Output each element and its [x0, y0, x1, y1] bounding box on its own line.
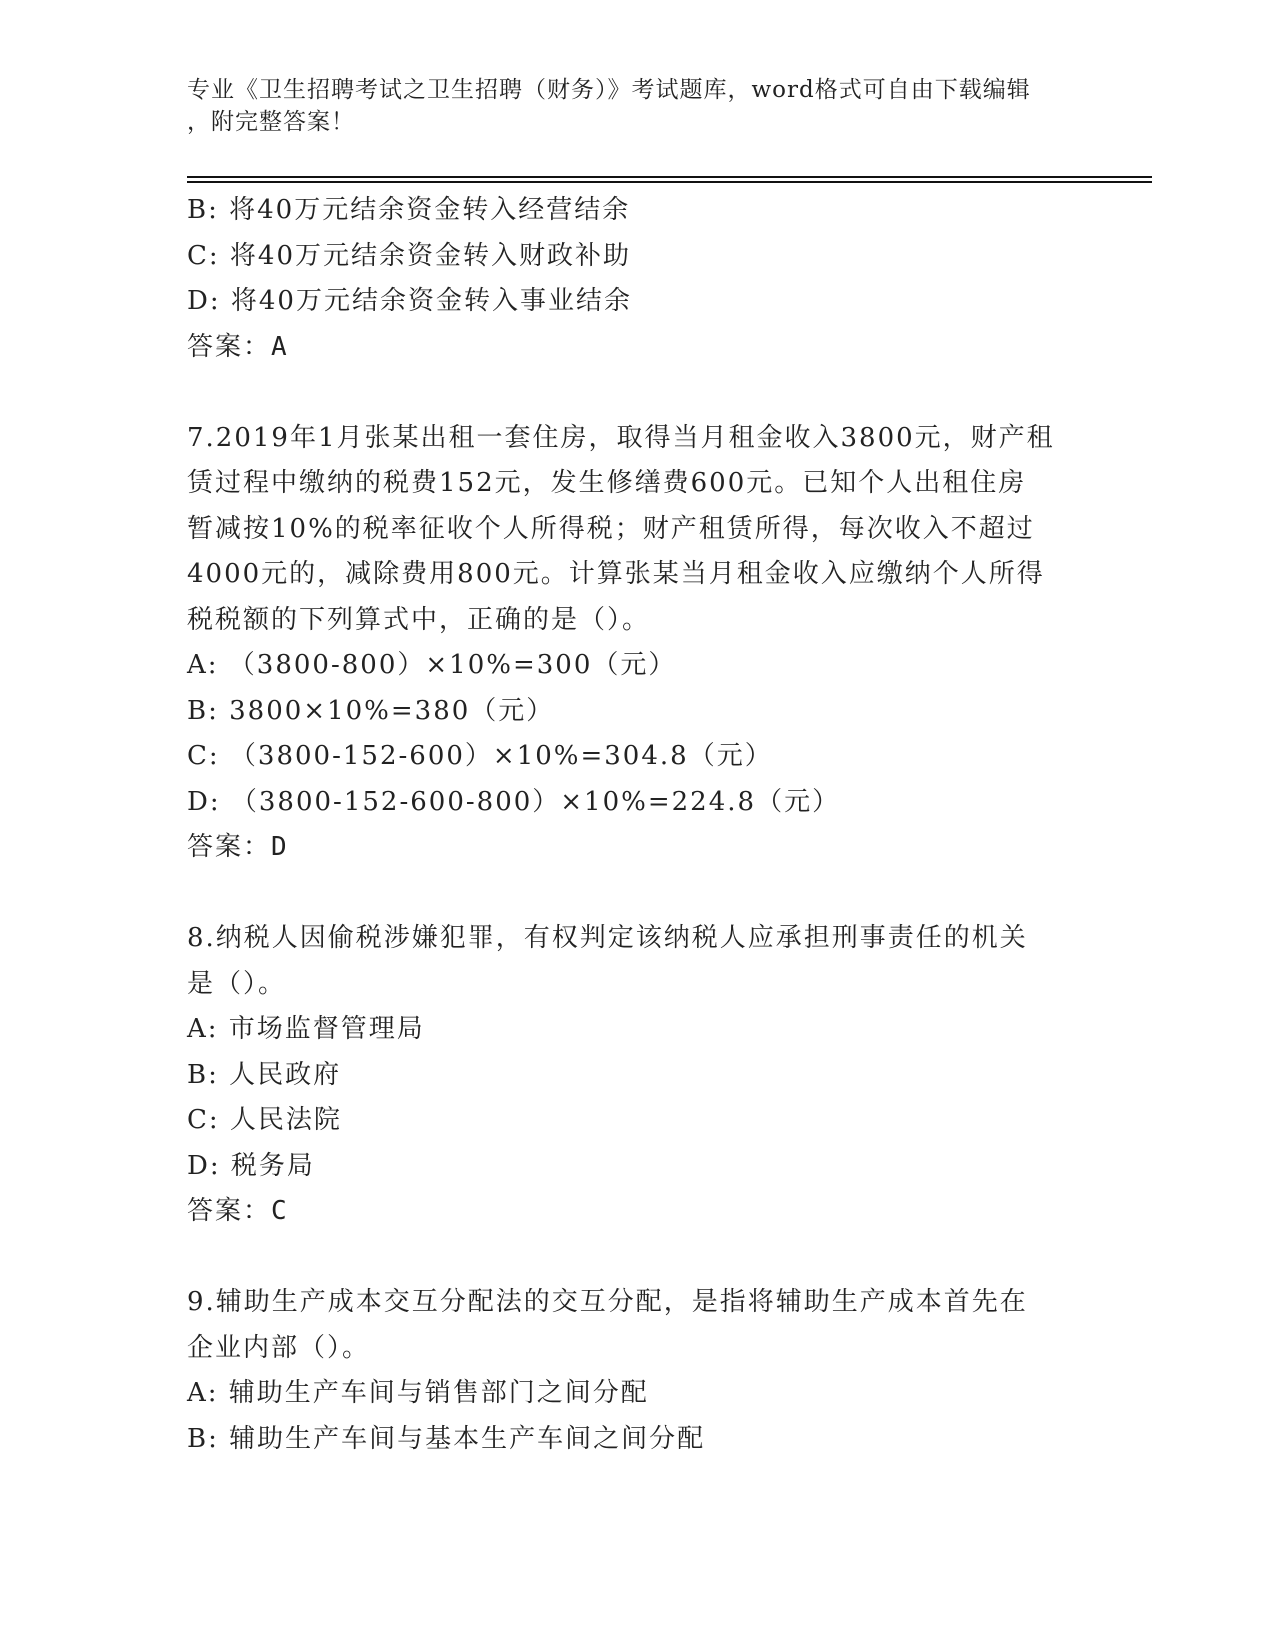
question-stem-line: 8.纳税人因偷税涉嫌犯罪，有权判定该纳税人应承担刑事责任的机关	[187, 923, 1028, 953]
header-line-1: 专业《卫生招聘考试之卫生招聘（财务）》考试题库，word格式可自由下载编辑	[187, 77, 1031, 103]
answer-label: 答案：	[187, 1196, 272, 1226]
answer-value: C	[271, 1196, 289, 1226]
question-stem-line: 9.辅助生产成本交互分配法的交互分配，是指将辅助生产成本首先在	[187, 1287, 1028, 1317]
question-7	[187, 416, 1087, 871]
question-stem-line: 赁过程中缴纳的税费152元，发生修缮费600元。已知个人出租住房	[187, 468, 1027, 498]
answer-label: 答案：	[187, 331, 272, 362]
option-c: C: 人民法院	[187, 1105, 342, 1135]
answer-line	[187, 1189, 1087, 1235]
question-stem-line: 是（）。	[187, 968, 287, 999]
question-8	[187, 916, 1087, 1235]
option-c: C: （3800-152-600）×10%=304.8（元）	[187, 741, 773, 771]
header-line-2: ，附完整答案！	[187, 109, 355, 135]
question-stem-line: 7.2019年1月张某出租一套住房，取得当月租金收入3800元，财产租	[187, 422, 1055, 453]
answer-value: A	[271, 331, 289, 362]
answer-label: 答案：	[187, 832, 272, 862]
option-b: B: 3800×10%=380（元）	[187, 695, 555, 726]
option-b: B: 人民政府	[187, 1059, 342, 1090]
question-6-tail	[187, 188, 1087, 370]
option-d: D: 税务局	[187, 1150, 315, 1181]
question-stem-line: 税税额的下列算式中，正确的是（）。	[187, 604, 651, 635]
document-body	[187, 188, 1087, 1462]
spacer	[187, 370, 1087, 416]
option-a: A: 辅助生产车间与销售部门之间分配	[187, 1378, 649, 1408]
question-9	[187, 1280, 1087, 1462]
answer-line	[187, 325, 1087, 371]
document-header	[187, 74, 1067, 138]
option-c: C: 将40万元结余资金转入财政补助	[187, 240, 632, 271]
question-stem-line: 4000元的，减除费用800元。计算张某当月租金收入应缴纳个人所得	[187, 559, 1045, 589]
option-b: B: 辅助生产车间与基本生产车间之间分配	[187, 1423, 706, 1454]
option-d: D: （3800-152-600-800）×10%=224.8（元）	[187, 786, 841, 817]
option-a: A: 市场监督管理局	[187, 1014, 425, 1044]
spacer	[187, 871, 1087, 917]
answer-value: D	[271, 832, 289, 862]
option-a: A: （3800-800）×10%=300（元）	[187, 650, 677, 680]
option-d: D: 将40万元结余资金转入事业结余	[187, 286, 632, 316]
header-divider-top	[187, 176, 1152, 178]
question-stem-line: 暂减按10%的税率征收个人所得税；财产租赁所得，每次收入不超过	[187, 513, 1035, 544]
option-b: B: 将40万元结余资金转入经营结余	[187, 195, 631, 225]
question-stem-line: 企业内部（）。	[187, 1332, 371, 1363]
spacer	[187, 1235, 1087, 1281]
answer-line	[187, 825, 1087, 871]
header-divider-bottom	[187, 181, 1152, 183]
